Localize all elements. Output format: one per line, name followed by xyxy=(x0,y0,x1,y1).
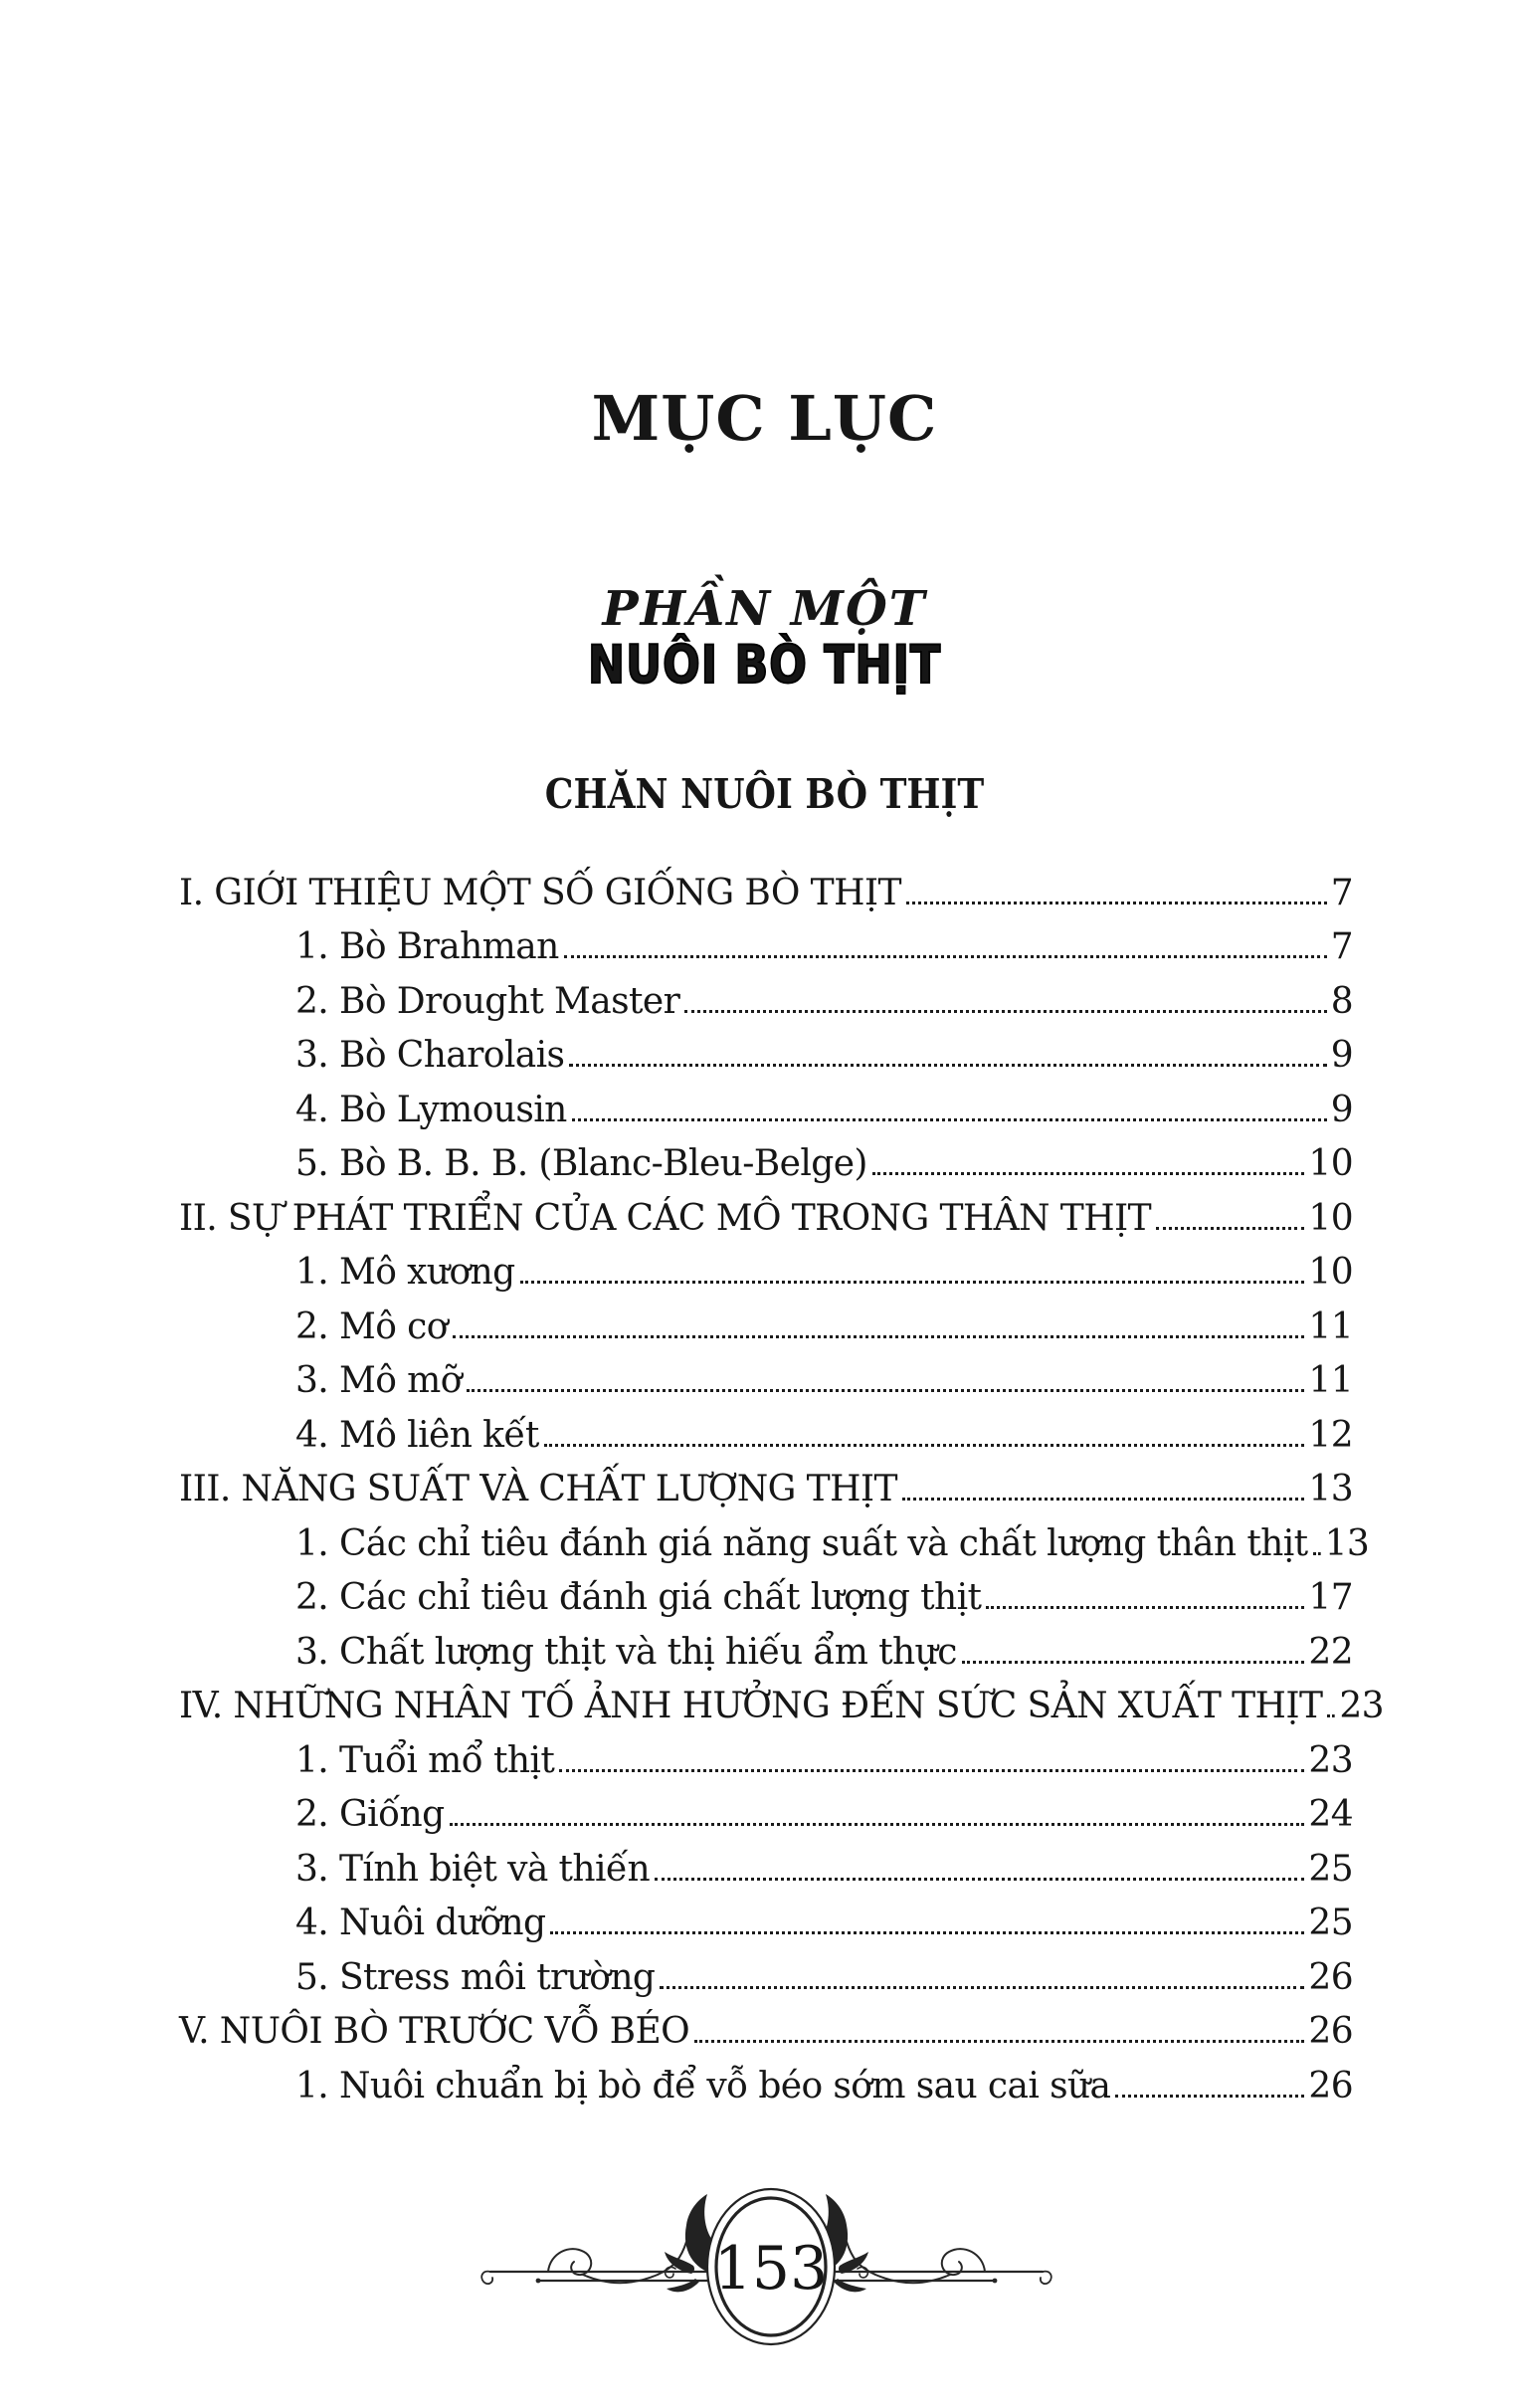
page-title: MỤC LỤC xyxy=(591,382,938,455)
toc-entry-label: 1. Các chỉ tiêu đánh giá năng suất và chất lượng thân thịt xyxy=(295,1522,1308,1564)
toc-entry-label: 3. Bò Charolais xyxy=(295,1035,565,1076)
toc-entry-label: 1. Bò Brahman xyxy=(295,926,559,967)
toc-entry-label: 5. Bò B. B. B. (Blanc-Bleu-Belge) xyxy=(295,1143,867,1184)
dot-leader xyxy=(902,1498,1304,1501)
toc-entry-page: 10 xyxy=(1308,1197,1353,1239)
page-number: 153 xyxy=(713,2234,829,2304)
toc-entry-page: 7 xyxy=(1330,926,1353,967)
toc-entry-page: 7 xyxy=(1330,872,1353,913)
dot-leader xyxy=(1327,1714,1335,1717)
toc-subentry-row xyxy=(179,1517,1370,1572)
dot-leader xyxy=(1115,2095,1304,2098)
toc-entry-page: 22 xyxy=(1308,1631,1353,1673)
toc-section-row xyxy=(179,1681,1384,1735)
dot-leader xyxy=(520,1281,1305,1284)
toc-section-row xyxy=(179,1192,1353,1247)
toc-entry-label: 3. Tính biệt và thiến xyxy=(295,1848,651,1890)
dot-leader xyxy=(450,1823,1305,1826)
toc-section-row xyxy=(179,1464,1353,1518)
toc-subentry-row xyxy=(179,1951,1353,2006)
chapter-title: CHĂN NUÔI BÒ THỊT xyxy=(544,770,985,818)
toc-entry-page: 23 xyxy=(1339,1686,1384,1726)
dot-leader xyxy=(1156,1227,1304,1230)
toc-entry-label: 5. Stress môi trường xyxy=(295,1956,656,1998)
toc-entry-page: 26 xyxy=(1308,2065,1353,2107)
toc-entry-page: 11 xyxy=(1308,1360,1353,1401)
dot-leader xyxy=(453,1335,1305,1338)
dot-leader xyxy=(559,1769,1304,1772)
toc-entry-page: 10 xyxy=(1308,1252,1353,1293)
dot-leader xyxy=(655,1878,1304,1881)
toc-subentry-row xyxy=(179,1138,1353,1193)
toc-entry-label: 4. Mô liên kết xyxy=(295,1414,539,1456)
toc-entry-label: IV. NHỮNG NHÂN TỐ ẢNH HƯỞNG ĐẾN SỨC SẢN XUẤT THỊT xyxy=(179,1686,1323,1726)
toc-entry-page: 23 xyxy=(1308,1739,1353,1781)
toc-entry-page: 24 xyxy=(1308,1794,1353,1835)
toc-subentry-row xyxy=(179,921,1353,976)
toc-entry-label: 2. Bò Drought Master xyxy=(295,980,680,1022)
part-label: PHẦN MỘT xyxy=(602,581,927,637)
toc-subentry-row xyxy=(179,1084,1353,1138)
toc-entry-page: 9 xyxy=(1330,1035,1353,1076)
toc-entry-page: 12 xyxy=(1308,1414,1353,1456)
dot-leader xyxy=(962,1661,1305,1664)
toc-section-row xyxy=(179,867,1353,921)
dot-leader xyxy=(694,2040,1304,2043)
dot-leader xyxy=(550,1931,1304,1934)
toc-entry-page: 25 xyxy=(1308,1848,1353,1890)
toc-subentry-row xyxy=(179,1843,1353,1898)
toc-subentry-row xyxy=(179,1355,1353,1410)
footer-ornament xyxy=(480,2187,1052,2351)
toc-entry-label: II. SỰ PHÁT TRIỂN CỦA CÁC MÔ TRONG THÂN THỊT xyxy=(179,1197,1152,1239)
toc-entry-label: 2. Giống xyxy=(295,1794,445,1835)
toc-subentry-row xyxy=(179,2060,1353,2114)
dot-leader xyxy=(569,1064,1326,1067)
toc-section-row xyxy=(179,2006,1353,2061)
toc-entry-label: 1. Nuôi chuẩn bị bò để vỗ béo sớm sau cai sữa xyxy=(295,2065,1111,2107)
toc-entry-label: I. GIỚI THIỆU MỘT SỐ GIỐNG BÒ THỊT xyxy=(179,872,901,913)
toc-entry-page: 26 xyxy=(1308,2011,1353,2052)
toc-subentry-row xyxy=(179,1247,1353,1302)
toc-subentry-row xyxy=(179,1301,1353,1355)
toc-subentry-row xyxy=(179,1030,1353,1085)
dot-leader xyxy=(660,1986,1304,1989)
toc-entry-page: 26 xyxy=(1308,1956,1353,1998)
toc-entry-page: 17 xyxy=(1308,1577,1353,1618)
dot-leader xyxy=(986,1606,1304,1609)
dot-leader xyxy=(872,1172,1305,1175)
toc-subentry-row xyxy=(179,1789,1353,1844)
toc-entry-label: 4. Bò Lymousin xyxy=(295,1089,567,1130)
toc-subentry-row xyxy=(179,1572,1353,1627)
toc-subentry-row xyxy=(179,1409,1353,1464)
toc-entry-label: 2. Các chỉ tiêu đánh giá chất lượng thịt xyxy=(295,1577,982,1618)
toc-entry-label: 3. Mô mỡ xyxy=(295,1360,462,1401)
toc-entry-page: 8 xyxy=(1330,980,1353,1022)
toc-entry-label: 2. Mô cơ xyxy=(295,1305,448,1347)
toc-entry-page: 13 xyxy=(1308,1469,1353,1509)
dot-leader xyxy=(544,1444,1305,1447)
dot-leader xyxy=(564,955,1327,958)
dot-leader xyxy=(684,1010,1326,1013)
toc-subentry-row xyxy=(179,1626,1353,1681)
toc-entry-label: III. NĂNG SUẤT VÀ CHẤT LƯỢNG THỊT xyxy=(179,1469,897,1509)
toc-subentry-row xyxy=(179,1734,1353,1789)
toc-entry-page: 10 xyxy=(1308,1143,1353,1184)
toc-subentry-row xyxy=(179,1898,1353,1952)
toc-entry-label: 1. Mô xương xyxy=(295,1252,515,1293)
toc-entry-page: 13 xyxy=(1324,1522,1370,1564)
toc-entry-label: 1. Tuổi mổ thịt xyxy=(295,1739,555,1781)
toc-subentry-row xyxy=(179,975,1353,1030)
part-title: NUÔI BÒ THỊT xyxy=(587,635,942,696)
dot-leader xyxy=(906,902,1327,904)
dot-leader xyxy=(572,1118,1327,1121)
table-of-contents xyxy=(179,867,1384,2114)
toc-entry-page: 11 xyxy=(1308,1305,1353,1347)
dot-leader xyxy=(1313,1552,1321,1555)
dot-leader xyxy=(467,1389,1305,1392)
toc-entry-label: 4. Nuôi dưỡng xyxy=(295,1903,546,1943)
toc-entry-label: V. NUÔI BÒ TRƯỚC VỖ BÉO xyxy=(179,2011,690,2052)
toc-entry-page: 9 xyxy=(1330,1089,1353,1130)
flourish-divider-icon xyxy=(480,2187,1052,2351)
toc-entry-page: 25 xyxy=(1308,1903,1353,1943)
toc-entry-label: 3. Chất lượng thịt và thị hiếu ẩm thực xyxy=(295,1631,957,1673)
